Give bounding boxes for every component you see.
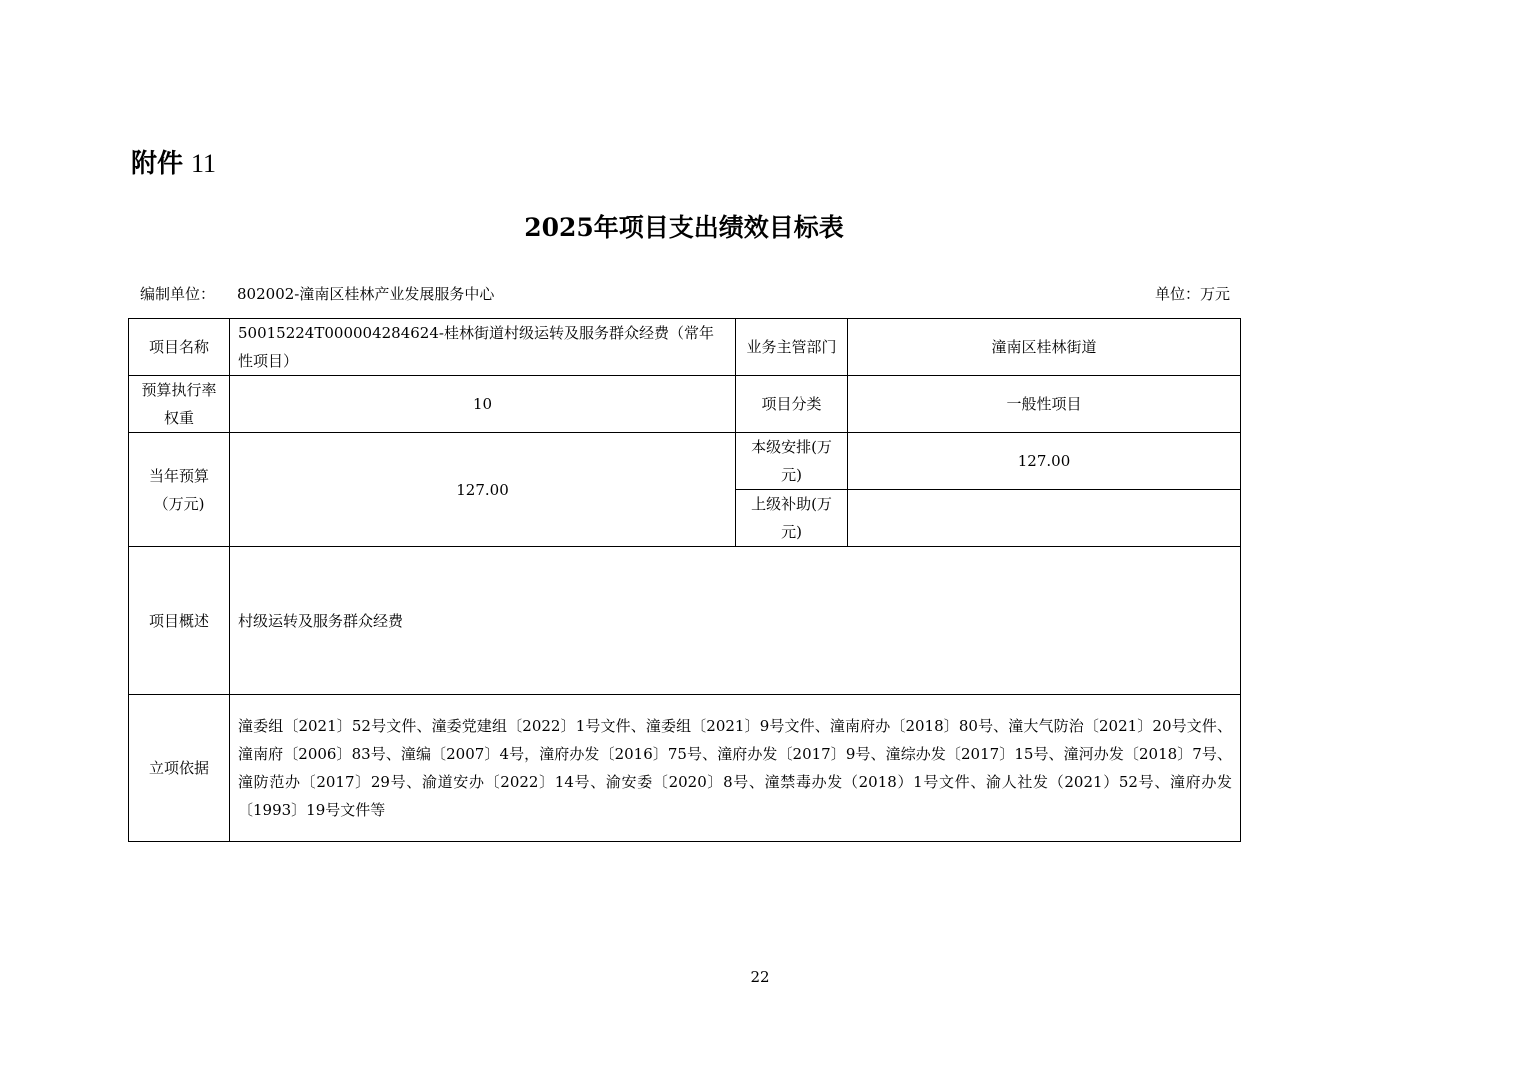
document-title: 2025年项目支出绩效目标表 xyxy=(524,213,844,242)
weight-value: 10 xyxy=(230,376,736,433)
project-name-label: 项目名称 xyxy=(129,319,230,376)
project-name-value: 50015224T000004284624-桂林街道村级运转及服务群众经费（常年性项目） xyxy=(230,319,736,376)
performance-target-table xyxy=(128,318,1241,842)
budget-label: 当年预算（万元) xyxy=(129,433,230,547)
local-value: 127.00 xyxy=(848,433,1241,490)
compiler-value: 802002-潼南区桂林产业发展服务中心 xyxy=(237,285,495,303)
table-row xyxy=(129,433,1241,490)
overview-value: 村级运转及服务群众经费 xyxy=(230,547,1241,695)
local-label: 本级安排(万元) xyxy=(736,433,848,490)
table-row xyxy=(129,376,1241,433)
attachment-label: 附件 xyxy=(131,149,184,179)
weight-label: 预算执行率权重 xyxy=(129,376,230,433)
attachment-number: 11 xyxy=(191,149,217,178)
category-label: 项目分类 xyxy=(736,376,848,433)
unit-label: 单位：万元 xyxy=(1154,285,1230,303)
dept-value: 潼南区桂林街道 xyxy=(848,319,1241,376)
attachment-heading xyxy=(131,146,216,182)
category-value: 一般性项目 xyxy=(848,376,1241,433)
table-row xyxy=(129,695,1241,842)
table-row xyxy=(129,319,1241,376)
basis-value: 潼委组〔2021〕52号文件、潼委党建组〔2022〕1号文件、潼委组〔2021〕9号文件、潼南府办〔2018〕80号、潼大气防治〔2021〕20号文件、潼南府〔2006〕83号、潼编〔2007〕4号，潼府办发〔2016〕75号、潼府办发〔2017〕9号、潼综办发〔2017〕15号、潼河办发〔2018〕7号、潼防范办〔2017〕29号、渝道安办〔2022〕14号、渝安委〔2020〕8号、潼禁毒办发（2018）1号文件、渝人社发（2021）52号、潼府办发〔1993〕19号文件等 xyxy=(230,695,1241,842)
compiler-label: 编制单位： xyxy=(140,285,216,303)
table-row xyxy=(129,547,1241,695)
compiler-info xyxy=(140,283,494,305)
budget-value: 127.00 xyxy=(230,433,736,547)
superior-value xyxy=(848,490,1241,547)
dept-label: 业务主管部门 xyxy=(736,319,848,376)
superior-label: 上级补助(万元) xyxy=(736,490,848,547)
basis-label: 立项依据 xyxy=(129,695,230,842)
overview-label: 项目概述 xyxy=(129,547,230,695)
page-number: 22 xyxy=(750,968,770,986)
